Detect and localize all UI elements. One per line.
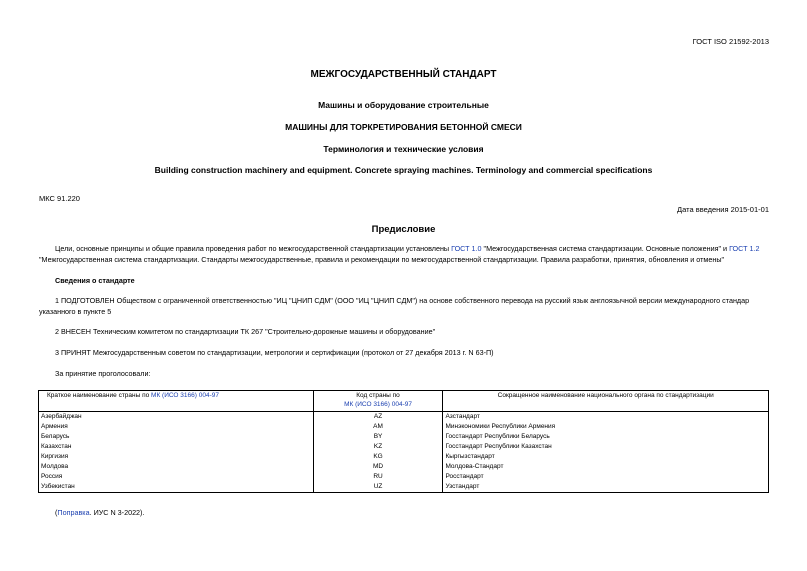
standard-info-heading: Сведения о стандарте bbox=[55, 276, 135, 285]
country-cell: Россия bbox=[39, 472, 314, 482]
amendment-note bbox=[55, 508, 144, 517]
table-row bbox=[39, 482, 769, 493]
body-cell: Азстандарт bbox=[443, 412, 769, 423]
preface-paragraph bbox=[39, 244, 775, 265]
preface-text-1: Цели, основные принципы и общие правила проведения работ по межгосударственной стандартизации установлены bbox=[55, 244, 452, 253]
body-cell: Госстандарт Республики Казахстан bbox=[443, 442, 769, 452]
gost-1-0-link[interactable]: ГОСТ 1.0 bbox=[451, 244, 482, 253]
header-body: Сокращенное наименование национального органа по стандартизации bbox=[443, 391, 769, 412]
info-item-1: 1 ПОДГОТОВЛЕН Обществом с ограниченной ответственностью "ИЦ "ЦНИП СДМ" (ООО "ИЦ "ЦНИП СДМ") на основе собственного перевода на русский язык англоязычной версии международного стандар указанного в пункте 5 bbox=[39, 296, 750, 316]
body-cell: Госстандарт Республики Беларусь bbox=[443, 432, 769, 442]
table-row bbox=[39, 442, 769, 452]
countries-table bbox=[38, 390, 769, 493]
amendment-rest: . ИУС N 3-2022). bbox=[89, 508, 145, 517]
title-line-3: Терминология и технические условия bbox=[323, 144, 484, 154]
body-cell: Росстандарт bbox=[443, 472, 769, 482]
table-row bbox=[39, 462, 769, 472]
header-code bbox=[313, 391, 443, 412]
title-line-1: Машины и оборудование строительные bbox=[318, 100, 489, 110]
amendment-link[interactable]: Поправка bbox=[57, 508, 90, 517]
document-code: ГОСТ ISO 21592-2013 bbox=[692, 37, 769, 46]
table-row bbox=[39, 452, 769, 462]
table-row bbox=[39, 472, 769, 482]
table-header-row bbox=[39, 391, 769, 412]
body-cell: Молдова-Стандарт bbox=[443, 462, 769, 472]
country-cell: Беларусь bbox=[39, 432, 314, 442]
mk-iso-3166-link[interactable]: МК (ИСО 3166) 004-97 bbox=[151, 392, 219, 399]
country-cell: Молдова bbox=[39, 462, 314, 472]
body-cell: Узстандарт bbox=[443, 482, 769, 493]
mk-iso-3166-link-2[interactable]: МК (ИСО 3166) 004-97 bbox=[344, 401, 412, 408]
code-cell: KZ bbox=[313, 442, 443, 452]
info-item-3: 3 ПРИНЯТ Межгосударственным советом по стандартизации, метрологии и сертификации (протокол от 27 декабря 2013 г. N 63-П) bbox=[55, 348, 494, 357]
voted-label: За принятие проголосовали: bbox=[55, 369, 151, 378]
header-country-text: Краткое наименование страны по bbox=[47, 392, 152, 399]
country-cell: Казахстан bbox=[39, 442, 314, 452]
title-english: Building construction machinery and equipment. Concrete spraying machines. Terminology and commercial specifications bbox=[154, 165, 653, 175]
mks-code: МКС 91.220 bbox=[39, 194, 80, 203]
code-cell: UZ bbox=[313, 482, 443, 493]
header-country bbox=[39, 391, 314, 412]
table-row bbox=[39, 432, 769, 442]
preface-text-2: "Межгосударственная система стандартизации. Основные положения" и bbox=[481, 244, 730, 253]
country-cell: Армения bbox=[39, 422, 314, 432]
country-cell: Узбекистан bbox=[39, 482, 314, 493]
preface-heading: Предисловие bbox=[371, 224, 436, 235]
gost-1-2-link[interactable]: ГОСТ 1.2 bbox=[729, 244, 760, 253]
table-row bbox=[39, 412, 769, 423]
header-code-text: Код страны по bbox=[356, 392, 400, 399]
code-cell: BY bbox=[313, 432, 443, 442]
code-cell: MD bbox=[313, 462, 443, 472]
title-line-2: МАШИНЫ ДЛЯ ТОРКРЕТИРОВАНИЯ БЕТОННОЙ СМЕСИ bbox=[285, 122, 522, 132]
table-row bbox=[39, 422, 769, 432]
code-cell: KG bbox=[313, 452, 443, 462]
country-cell: Азербайджан bbox=[39, 412, 314, 423]
info-item-2: 2 ВНЕСЕН Техническим комитетом по стандартизации ТК 267 "Строительно-дорожные машины и оборудование" bbox=[55, 327, 436, 336]
introduction-date: Дата введения 2015-01-01 bbox=[677, 205, 769, 214]
standard-type: МЕЖГОСУДАРСТВЕННЫЙ СТАНДАРТ bbox=[310, 69, 497, 80]
code-cell: RU bbox=[313, 472, 443, 482]
code-cell: AM bbox=[313, 422, 443, 432]
code-cell: AZ bbox=[313, 412, 443, 423]
country-cell: Киргизия bbox=[39, 452, 314, 462]
body-cell: Кыргызстандарт bbox=[443, 452, 769, 462]
preface-text-3: "Межгосударственная система стандартизации. Стандарты межгосударственные, правила и рекомендации по межгосударственной стандартизации. Правила разработки, принятия, обновления и отмены" bbox=[39, 254, 725, 264]
body-cell: Минэкономики Республики Армения bbox=[443, 422, 769, 432]
amendment-open: ( bbox=[55, 508, 58, 517]
